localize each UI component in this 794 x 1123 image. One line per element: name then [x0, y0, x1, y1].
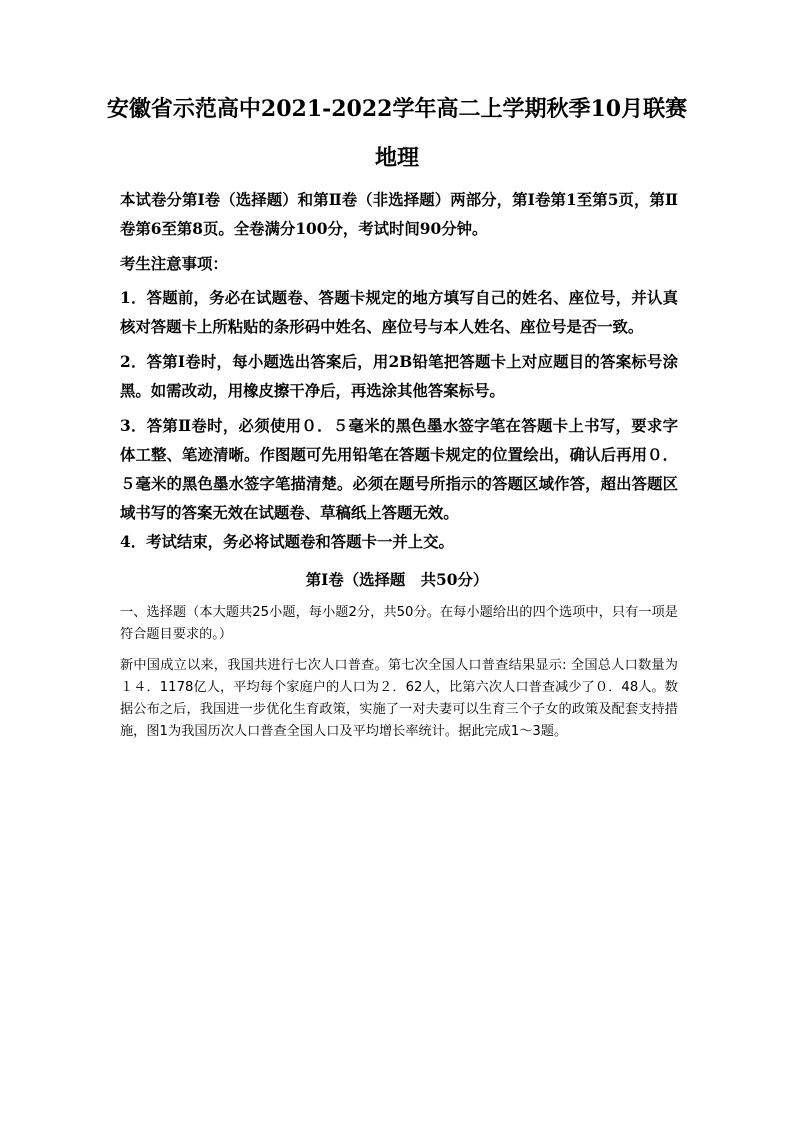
subject-title: 地理 — [374, 145, 419, 171]
notice-item-1: 1．答题前，务必在试题卷、答题卡规定的地方填写自己的姓名、座位号，并认真核对答题卡上所粘贴的条形码中姓名、座位号与本人姓名、座位号是否一致。 — [120, 289, 678, 336]
notice-heading: 考生注意事项： — [120, 255, 228, 273]
notice-item-4: 4．考试结束，务必将试题卷和答题卡一并上交。 — [120, 533, 454, 551]
exam-title: 安徽省示范高中2021-2022学年高二上学期秋季10月联赛 — [106, 96, 688, 122]
notice-item-2: 2．答第Ⅰ卷时，每小题选出答案后，用2B铅笔把答题卡上对应题目的答案标号涂黑。如需改动，用橡皮擦干净后，再选涂其他答案标号。 — [120, 353, 678, 400]
question-passage: 新中国成立以来，我国共进行七次人口普查。第七次全国人口普查结果显示: 全国总人口数量为１４．1178亿人，平均每个家庭户的人口为２．62人，比第六次人口普查减少了０．48人。数据公布之后，我国进一步优化生育政策，实施了一对夫妻可以生育三个子女的政策及配套支持措施，图1为我国历次人口普查全国人口及平均增长率统计。据此完成1～3题。 — [120, 658, 678, 739]
exam-intro: 本试卷分第Ⅰ卷（选择题）和第Ⅱ卷（非选择题）两部分，第Ⅰ卷第1至第5页，第Ⅱ卷第6至第8页。全卷满分100分，考试时间90分钟。 — [120, 191, 678, 238]
section-instruction: 一、选择题（本大题共25小题，每小题2分，共50分。在每小题给出的四个选项中，只有一项是符合题目要求的。） — [120, 605, 678, 642]
section-title: 第Ⅰ卷（选择题 共50分） — [305, 571, 489, 589]
notice-item-3: 3．答第Ⅱ卷时，必须使用０．５毫米的黑色墨水签字笔在答题卡上书写，要求字体工整、笔迹清晰。作图题可先用铅笔在答题卡规定的位置绘出，确认后再用０．５毫米的黑色墨水签字笔描清楚。必须在题号所指示的答题区域作答，超出答题区域书写的答案无效在试题卷、草稿纸上答题无效。 — [120, 417, 678, 522]
